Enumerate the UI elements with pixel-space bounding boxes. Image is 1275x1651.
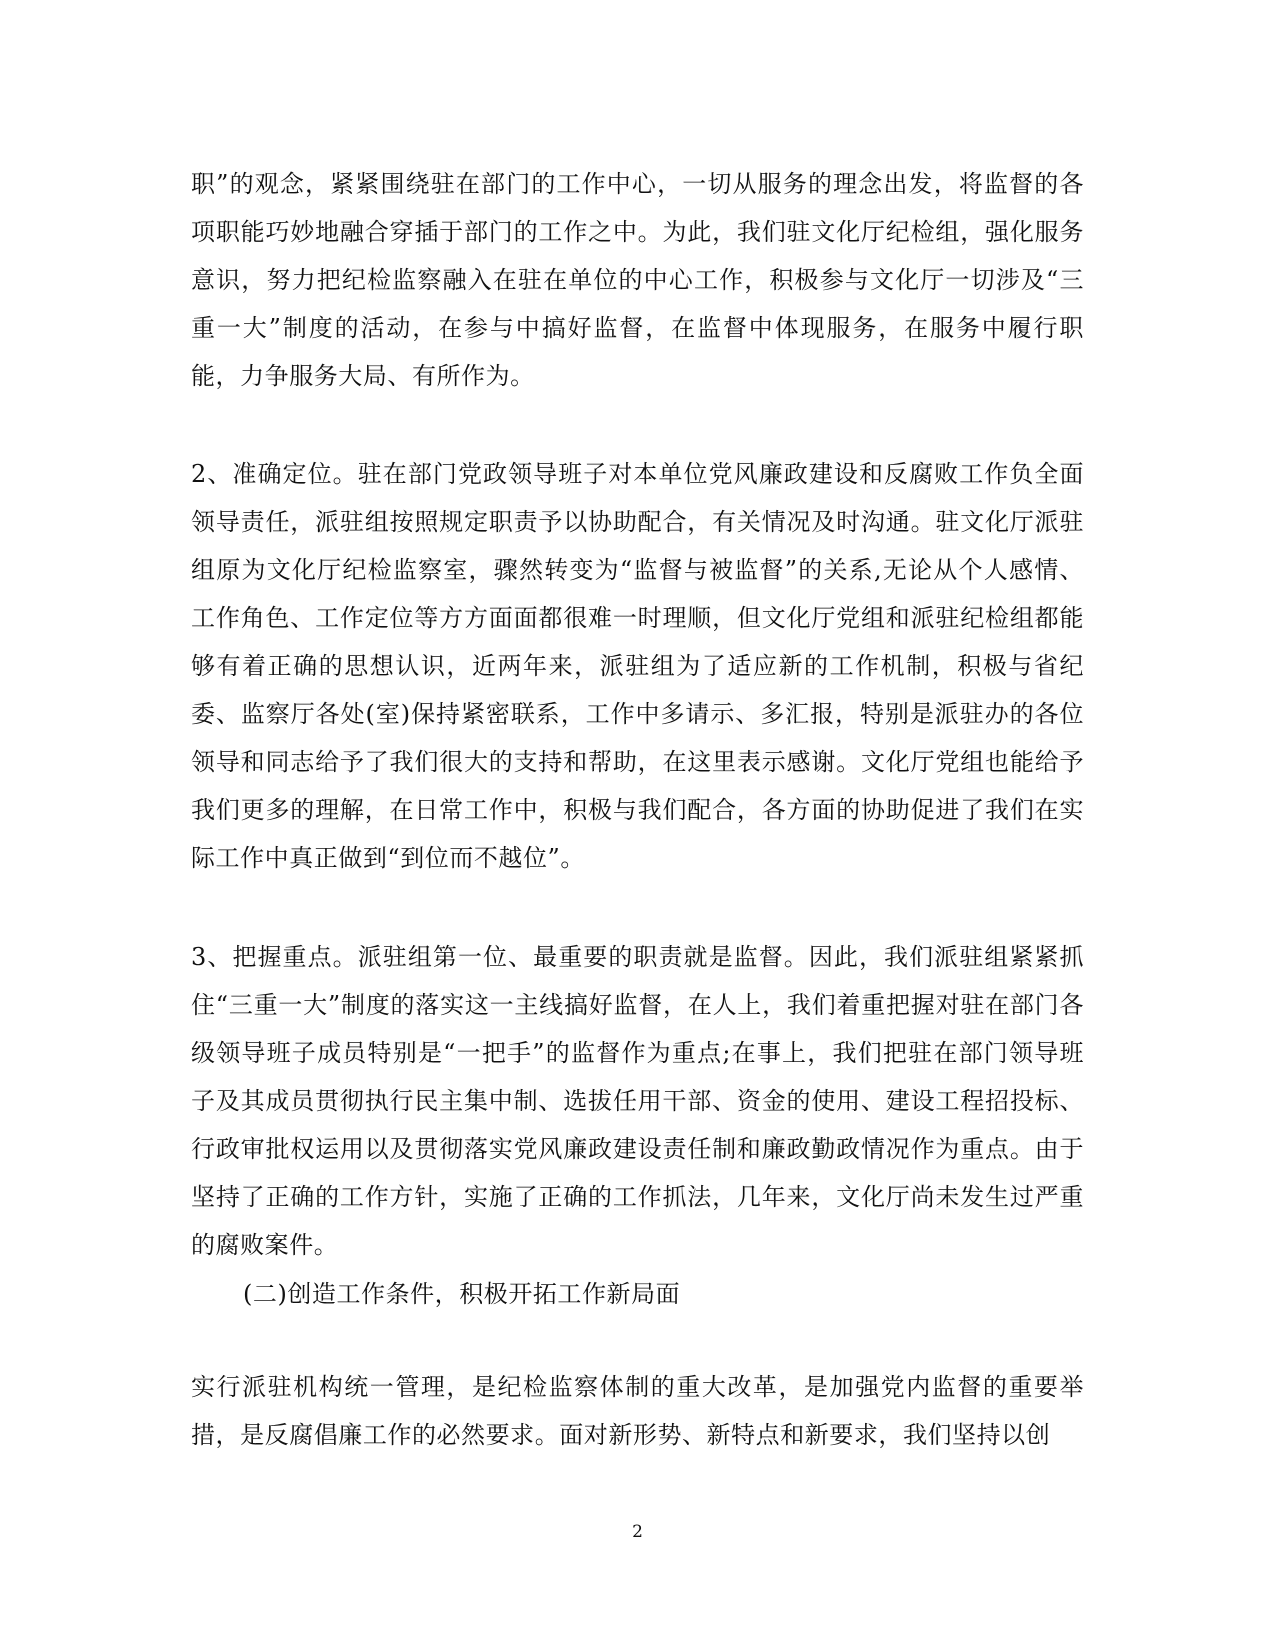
section-heading: (二)创造工作条件，积极开拓工作新局面 (243, 1280, 681, 1308)
paragraph-accurate-positioning: 2、准确定位。驻在部门党政领导班子对本单位党风廉政建设和反腐败工作负全面领导责任，派驻组按照规定职责予以协助配合，有关情况及时沟通。驻文化厅派驻组原为文化厅纪检监察室，骤然转变为“监督与被监督”的关系,无论从个人感情、工作角色、工作定位等方方面面都很难一时理顺，但文化厅党组和派驻纪检组都能够有着正确的思想认识，近两年来，派驻组为了适应新的工作机制，积极与省纪委、监察厅各处(室)保持紧密联系，工作中多请示、多汇报，特别是派驻办的各位领导和同志给予了我们很大的支持和帮助，在这里表示感谢。文化厅党组也能给予我们更多的理解，在日常工作中，积极与我们配合，各方面的协助促进了我们在实际工作中真正做到“到位而不越位”。 (191, 460, 1084, 872)
paragraph-service-concept: 职”的观念，紧紧围绕驻在部门的工作中心，一切从服务的理念出发，将监督的各项职能巧妙地融合穿插于部门的工作之中。为此，我们驻文化厅纪检组，强化服务意识，努力把纪检监察融入在驻在单位的中心工作，积极参与文化厅一切涉及“三重一大”制度的活动，在参与中搞好监督，在监督中体现服务，在服务中履行职能，力争服务大局、有所作为。 (191, 170, 1084, 390)
page-number: 2 (632, 1522, 643, 1542)
paragraph-unified-management: 实行派驻机构统一管理，是纪检监察体制的重大改革，是加强党内监督的重要举措，是反腐倡廉工作的必然要求。面对新形势、新特点和新要求，我们坚持以创 (191, 1373, 1084, 1449)
paragraph-key-points: 3、把握重点。派驻组第一位、最重要的职责就是监督。因此，我们派驻组紧紧抓住“三重一大”制度的落实这一主线搞好监督，在人上，我们着重把握对驻在部门各级领导班子成员特别是“一把手”的监督作为重点;在事上，我们把驻在部门领导班子及其成员贯彻执行民主集中制、选拔任用干部、资金的使用、建设工程招投标、行政审批权运用以及贯彻落实党风廉政建设责任制和廉政勤政情况作为重点。由于坚持了正确的工作方针，实施了正确的工作抓法，几年来，文化厅尚未发生过严重的腐败案件。 (191, 943, 1084, 1259)
